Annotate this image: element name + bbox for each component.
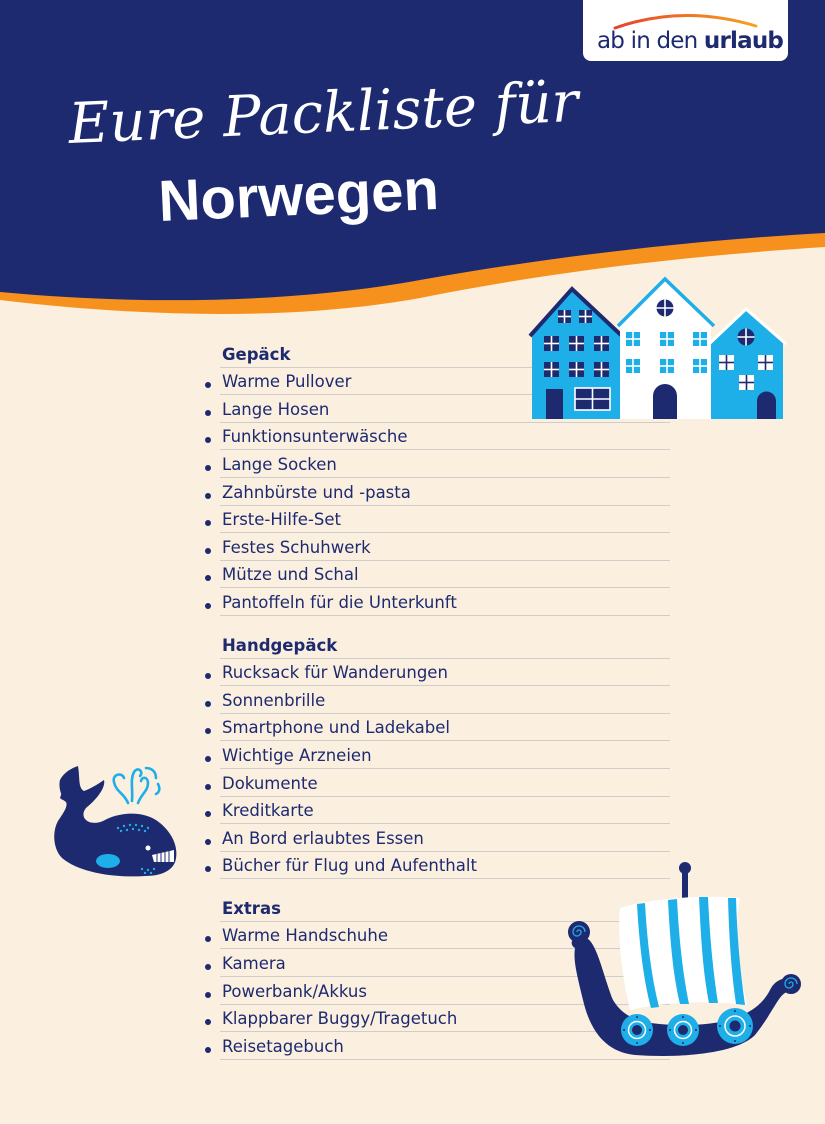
viking-ship-illustration [565, 860, 805, 1065]
list-item-label: Lange Socken [222, 454, 337, 474]
list-item-label: Mütze und Schal [222, 565, 359, 585]
bullet-icon [205, 673, 211, 679]
bullet-icon [205, 866, 211, 872]
section-spacer [200, 616, 670, 631]
bullet-icon [205, 548, 211, 554]
houses-illustration [528, 274, 788, 420]
list-item [200, 478, 670, 506]
list-item-label: Reisetagebuch [222, 1036, 344, 1056]
list-item [200, 659, 670, 687]
list-item [200, 769, 670, 797]
list-item-label: Sonnenbrille [222, 690, 326, 710]
list-item [200, 423, 670, 451]
bullet-icon [205, 1019, 211, 1025]
bullet-icon [205, 603, 211, 609]
logo-wordmark [597, 28, 783, 54]
bullet-icon [205, 992, 211, 998]
bullet-icon [205, 811, 211, 817]
list-item-label: Wichtige Arzneien [222, 745, 372, 765]
list-item [200, 797, 670, 825]
list-item-label: An Bord erlaubtes Essen [222, 828, 424, 848]
bullet-icon [205, 575, 211, 581]
bullet-icon [205, 410, 211, 416]
bullet-icon [205, 839, 211, 845]
list-item [200, 533, 670, 561]
list-item-label: Rucksack für Wanderungen [222, 663, 448, 683]
section-heading-label: Handgepäck [222, 635, 338, 655]
list-item-label: Festes Schuhwerk [222, 537, 371, 557]
list-item-label: Warme Pullover [222, 372, 352, 392]
list-item [200, 824, 670, 852]
section-heading-handgepaeck [200, 631, 670, 659]
bullet-icon [205, 936, 211, 942]
list-item-label: Klappbarer Buggy/Tragetuch [222, 1009, 458, 1029]
bullet-icon [205, 728, 211, 734]
list-item [200, 588, 670, 616]
list-item [200, 741, 670, 769]
bullet-icon [205, 701, 211, 707]
list-item-label: Erste-Hilfe-Set [222, 510, 341, 530]
section-heading-label: Gepäck [222, 344, 291, 364]
bullet-icon [205, 437, 211, 443]
logo-arc-icon [613, 10, 758, 30]
bullet-icon [205, 964, 211, 970]
section-heading-label: Extras [222, 898, 281, 918]
list-item-label: Bücher für Flug und Aufenthalt [222, 856, 477, 876]
list-item-label: Lange Hosen [222, 399, 330, 419]
page-title-script: Eure Packliste für [67, 69, 580, 157]
logo-text-bold: urlaub [703, 28, 784, 54]
line-divider [220, 615, 670, 616]
list-item-label: Powerbank/Akkus [222, 981, 367, 1001]
bullet-icon [205, 1047, 211, 1053]
list-item-label: Pantoffeln für die Unterkunft [222, 592, 457, 612]
brand-logo[interactable] [583, 0, 788, 61]
list-item-label: Kamera [222, 954, 286, 974]
list-item-label: Dokumente [222, 773, 318, 793]
list-item [200, 450, 670, 478]
list-item-label: Smartphone und Ladekabel [222, 718, 450, 738]
list-item-label: Funktionsunterwäsche [222, 427, 408, 447]
list-item [200, 506, 670, 534]
bullet-icon [205, 756, 211, 762]
whale-illustration [50, 758, 185, 883]
list-item-label: Zahnbürste und -pasta [222, 482, 411, 502]
page-title-destination: Norwegen [157, 156, 441, 235]
bullet-icon [205, 520, 211, 526]
list-item [200, 714, 670, 742]
bullet-icon [205, 784, 211, 790]
list-item [200, 561, 670, 589]
bullet-icon [205, 382, 211, 388]
list-item-label: Kreditkarte [222, 801, 314, 821]
list-item-label: Warme Handschuhe [222, 926, 388, 946]
logo-text-light: ab in den [597, 28, 704, 54]
list-item [200, 686, 670, 714]
bullet-icon [205, 465, 211, 471]
bullet-icon [205, 493, 211, 499]
